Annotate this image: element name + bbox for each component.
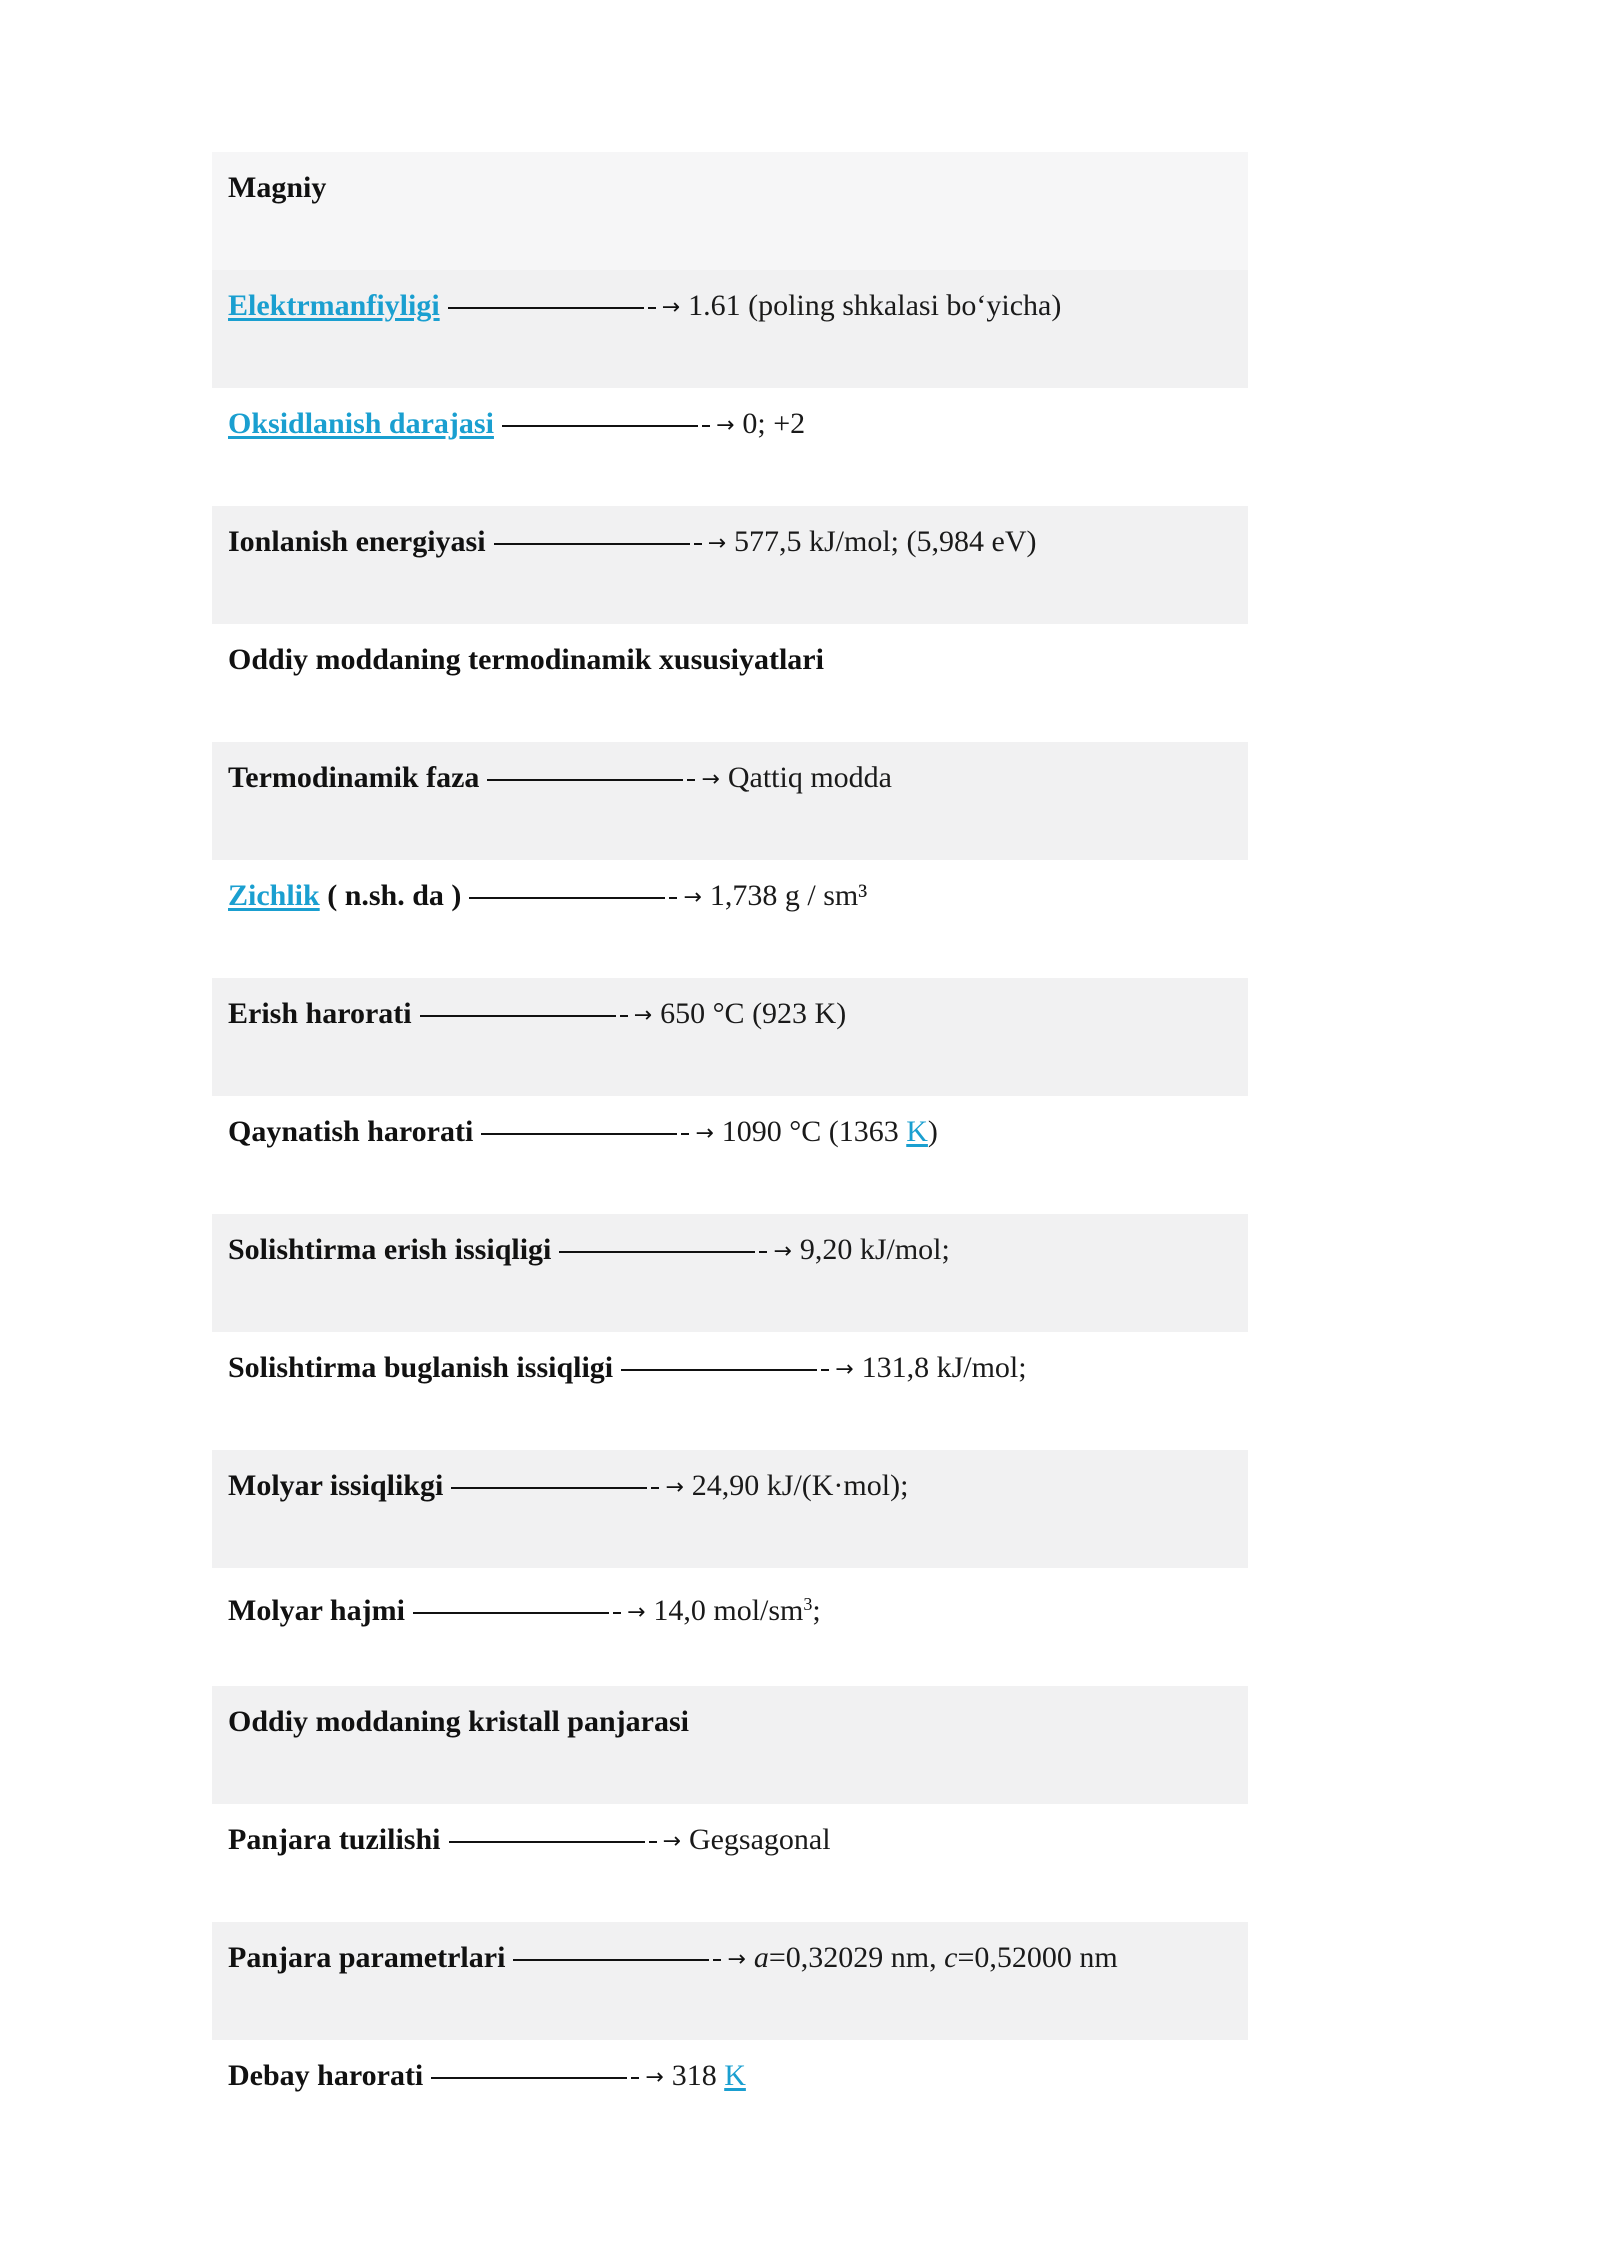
property-row-phase — [212, 742, 1248, 860]
heat-of-fusion-value: 9,20 kJ/mol; — [799, 1233, 950, 1266]
property-row-debye-temperature — [212, 2040, 1248, 2140]
leader-tick — [669, 897, 677, 899]
property-row-ionization-energy — [212, 506, 1248, 624]
leader-line — [449, 1841, 645, 1843]
leader-line — [487, 779, 683, 781]
leader-tick — [648, 307, 656, 309]
leader-tick — [681, 1133, 689, 1135]
leader-tick — [613, 1612, 621, 1614]
leader-tick — [651, 1487, 659, 1489]
arrow-icon: → — [661, 295, 681, 320]
molar-volume-value-end: ; — [812, 1594, 821, 1627]
property-row-molar-volume — [212, 1568, 1248, 1686]
boiling-point-value: 1090 °C (1363 — [721, 1115, 907, 1148]
boiling-point-label: Qaynatish harorati — [228, 1115, 474, 1148]
section-heading: Oddiy moddaning kristall panjarasi — [228, 1705, 689, 1738]
heat-of-vaporization-label: Solishtirma buglanish issiqligi — [228, 1351, 614, 1384]
molar-volume-value: 14,0 mol/sm — [653, 1594, 804, 1627]
leader-tick — [759, 1251, 767, 1253]
kelvin-link[interactable]: K — [724, 2059, 746, 2092]
arrow-icon: → — [707, 531, 726, 556]
property-row-melting-point — [212, 978, 1248, 1096]
property-row-electronegativity — [212, 270, 1248, 388]
leader-tick — [631, 2077, 639, 2079]
electronegativity-link[interactable]: Elektrmanfiyligi — [228, 289, 440, 322]
property-row-oxidation-state — [212, 388, 1248, 506]
density-value: 1,738 g / sm³ — [709, 879, 868, 912]
arrow-icon: → — [695, 1121, 714, 1146]
melting-point-value: 650 °C (923 K) — [660, 997, 847, 1030]
leader-tick — [821, 1369, 829, 1371]
oxidation-state-link[interactable]: Oksidlanish darajasi — [228, 407, 494, 440]
arrow-icon: → — [701, 767, 720, 792]
debye-temperature-value: 318 — [671, 2059, 725, 2092]
density-link[interactable]: Zichlik — [228, 879, 320, 912]
leader-tick — [694, 543, 702, 545]
heat-of-vaporization-value: 131,8 kJ/mol; — [861, 1351, 1027, 1384]
property-row-density — [212, 860, 1248, 978]
property-row-heat-of-fusion — [212, 1214, 1248, 1332]
leader-line — [431, 2077, 627, 2079]
property-row-heat-of-vaporization — [212, 1332, 1248, 1450]
kelvin-link[interactable]: K — [906, 1115, 928, 1148]
arrow-icon: → — [727, 1947, 746, 1972]
element-title-row — [212, 152, 1248, 270]
section-heading: Oddiy moddaning termodinamik xususiyatlari — [228, 643, 824, 676]
electronegativity-value: 1.61 (poling shkalasi bo‘yicha) — [688, 289, 1062, 322]
molar-heat-capacity-value: 24,90 kJ/(K·mol); — [691, 1469, 909, 1502]
leader-line — [420, 1015, 616, 1017]
lattice-param-c-value: =0,52000 nm — [957, 1941, 1118, 1974]
leader-line — [448, 307, 644, 309]
leader-line — [494, 543, 690, 545]
lattice-param-a-value: =0,32029 nm, — [768, 1941, 945, 1974]
leader-line — [559, 1251, 755, 1253]
leader-line — [621, 1369, 817, 1371]
lattice-param-a-symbol: a — [753, 1941, 769, 1974]
leader-tick — [702, 425, 710, 427]
ionization-energy-value: 577,5 kJ/mol; (5,984 eV) — [734, 525, 1037, 558]
element-title: Magniy — [228, 171, 327, 204]
leader-line — [513, 1959, 709, 1961]
property-row-lattice-structure — [212, 1804, 1248, 1922]
arrow-icon: → — [683, 885, 702, 910]
melting-point-label: Erish harorati — [228, 997, 412, 1030]
leader-line — [413, 1612, 609, 1614]
arrow-icon: → — [662, 1829, 681, 1854]
leader-tick — [713, 1959, 721, 1961]
section-heading-thermodynamic — [212, 624, 1248, 742]
leader-tick — [649, 1841, 657, 1843]
leader-line — [502, 425, 698, 427]
leader-line — [469, 897, 665, 899]
arrow-icon: → — [835, 1357, 854, 1382]
heat-of-fusion-label: Solishtirma erish issiqligi — [228, 1233, 552, 1266]
molar-heat-capacity-label: Molyar issiqlikgi — [228, 1469, 444, 1502]
leader-line — [451, 1487, 647, 1489]
arrow-icon: → — [645, 2065, 664, 2090]
arrow-icon: → — [626, 1600, 646, 1625]
leader-tick — [620, 1015, 628, 1017]
arrow-icon: → — [715, 413, 735, 438]
molar-volume-superscript: 3 — [803, 1594, 813, 1614]
ionization-energy-label: Ionlanish energiyasi — [228, 525, 486, 558]
lattice-parameters-label: Panjara parametrlari — [228, 1941, 506, 1974]
density-label-suffix: ( n.sh. da ) — [319, 879, 462, 912]
leader-line — [481, 1133, 677, 1135]
leader-tick — [687, 779, 695, 781]
boiling-point-value-end: ) — [927, 1115, 938, 1148]
lattice-structure-label: Panjara tuzilishi — [228, 1823, 441, 1856]
lattice-param-c-symbol: c — [944, 1941, 958, 1974]
phase-value: Qattiq modda — [727, 761, 892, 794]
molar-volume-label: Molyar hajmi — [228, 1594, 405, 1627]
debye-temperature-label: Debay harorati — [228, 2059, 424, 2092]
arrow-icon: → — [633, 1003, 653, 1028]
arrow-icon: → — [773, 1239, 792, 1264]
arrow-icon: → — [665, 1475, 684, 1500]
phase-label: Termodinamik faza — [228, 761, 480, 794]
property-row-molar-heat-capacity — [212, 1450, 1248, 1568]
properties-table — [212, 152, 1248, 2140]
lattice-structure-value: Gegsagonal — [688, 1823, 831, 1856]
property-row-boiling-point — [212, 1096, 1248, 1214]
oxidation-state-value: 0; +2 — [742, 407, 806, 440]
property-row-lattice-parameters — [212, 1922, 1248, 2040]
section-heading-crystal — [212, 1686, 1248, 1804]
